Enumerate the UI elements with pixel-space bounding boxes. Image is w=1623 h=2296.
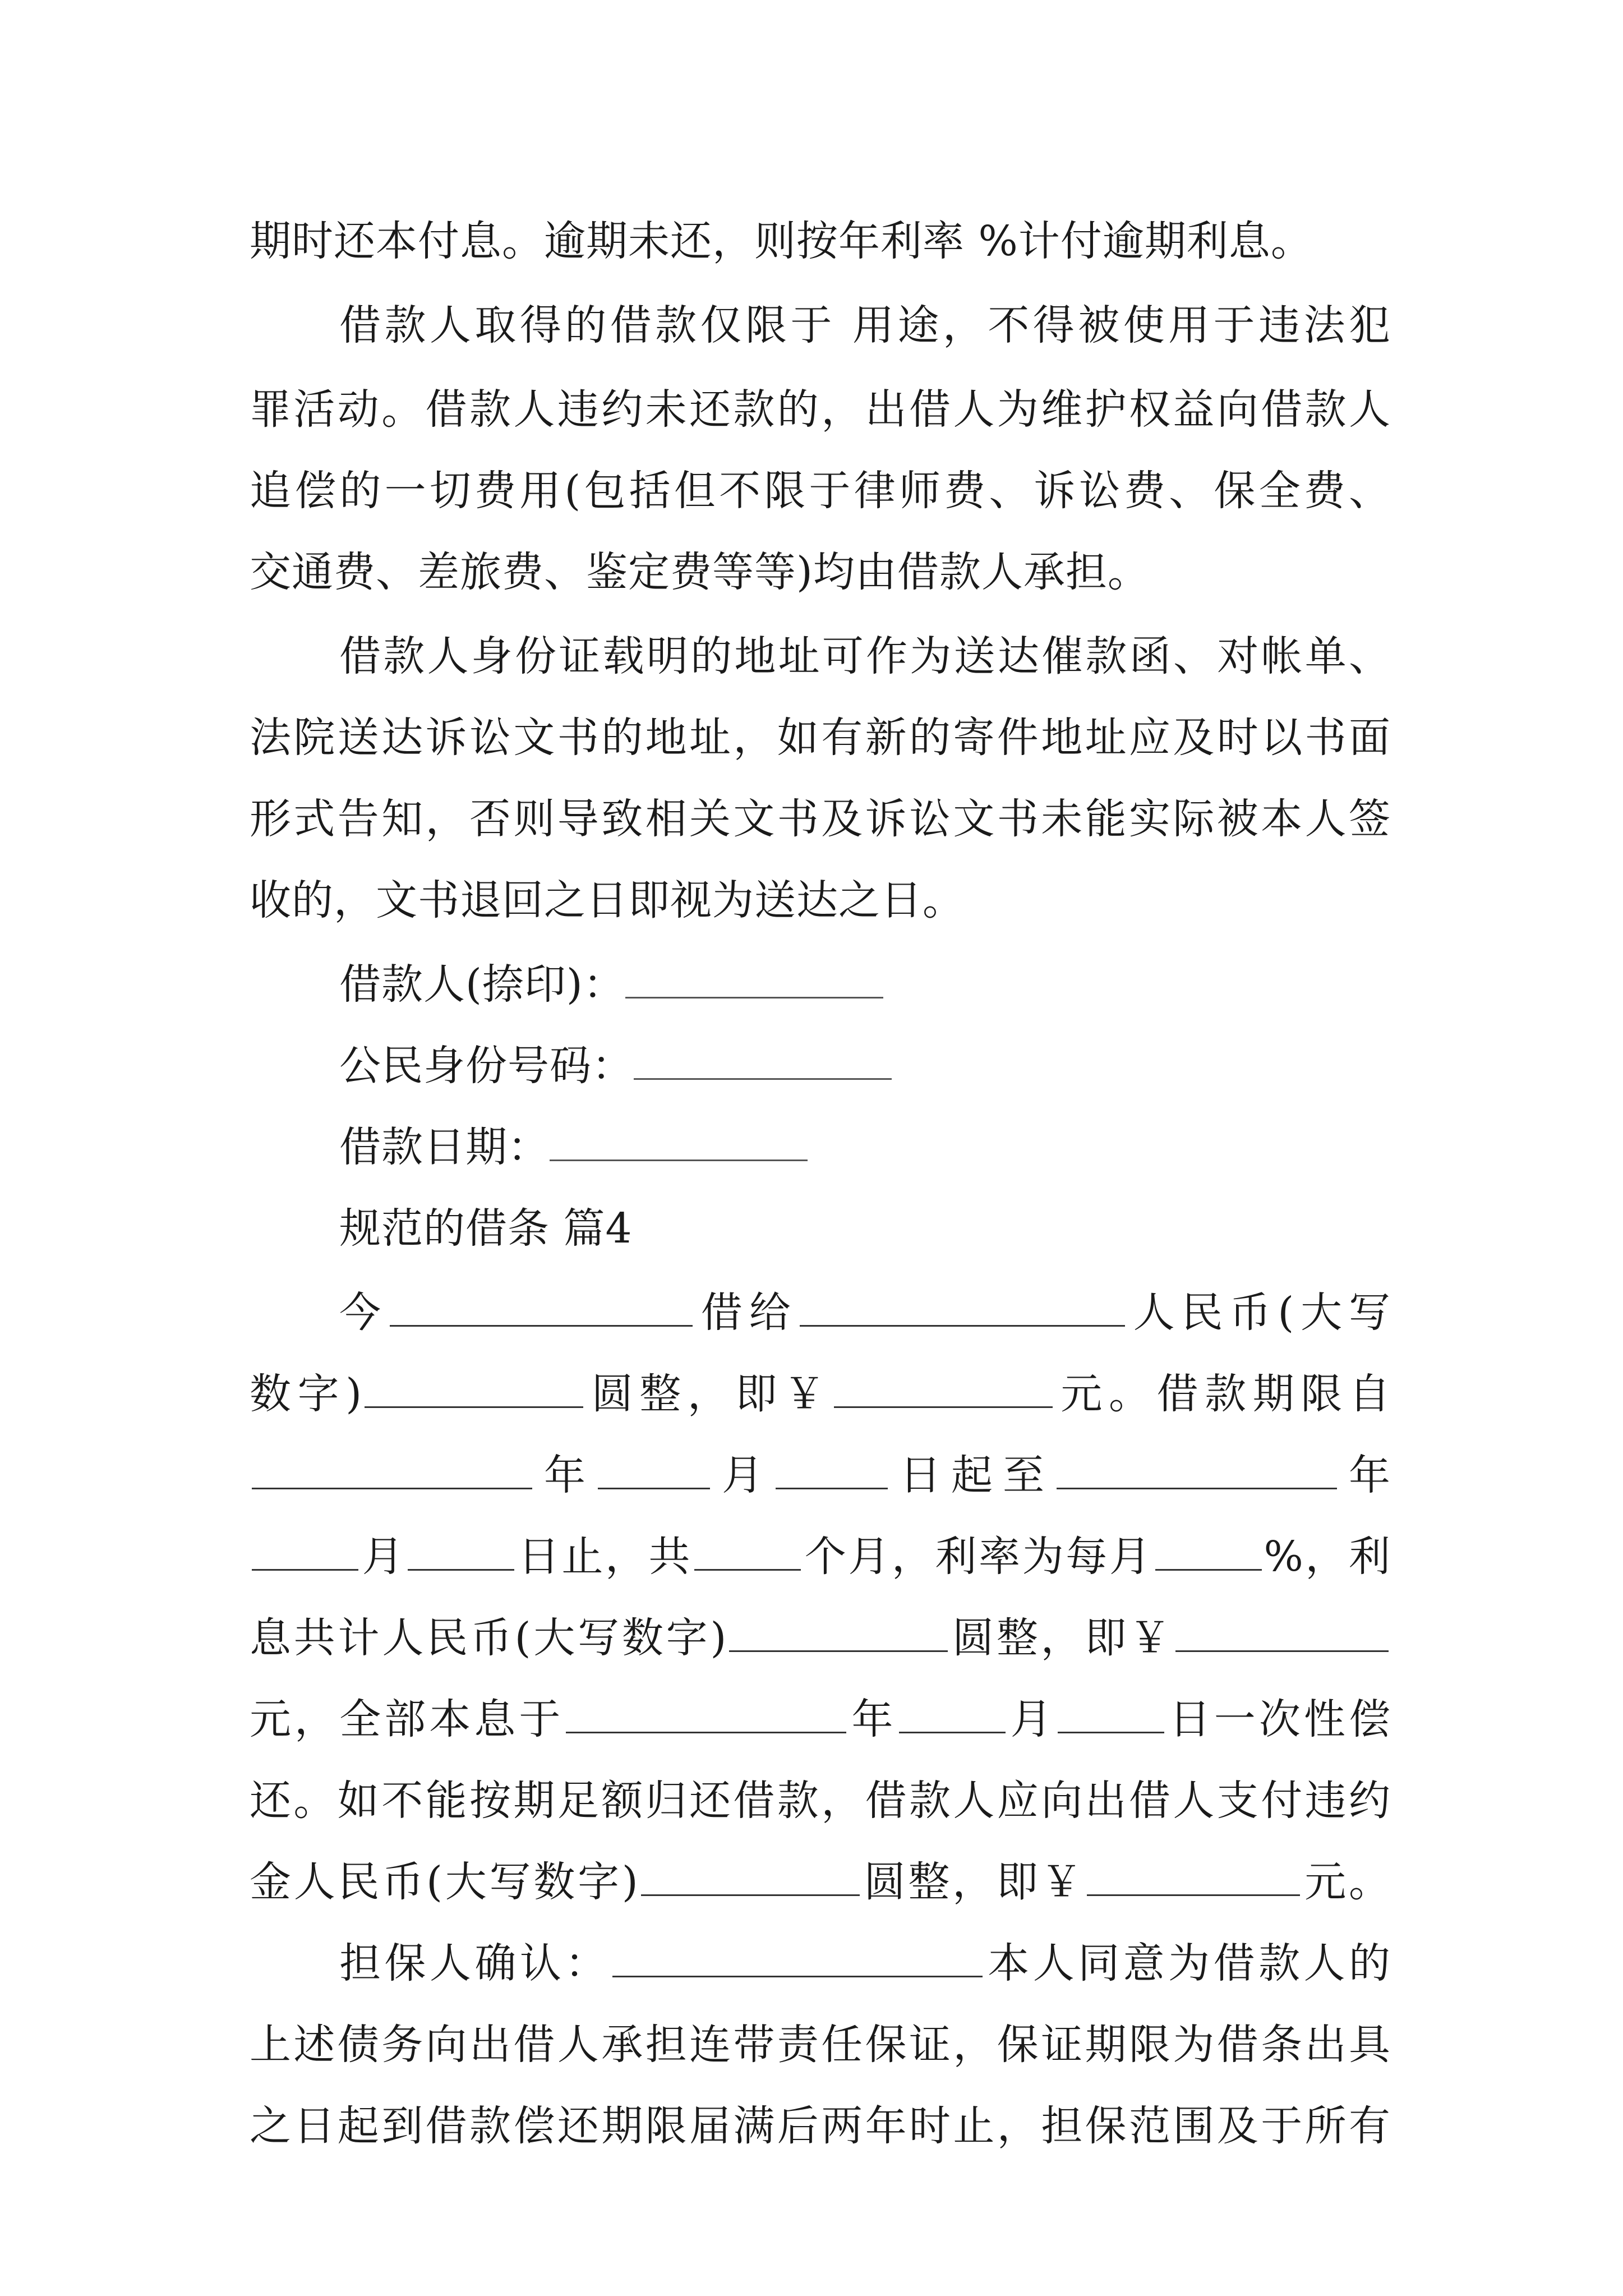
end-month-blank[interactable] — [252, 1568, 358, 1571]
guarantor-signature-blank[interactable] — [612, 1975, 983, 1977]
amount-number-blank[interactable] — [834, 1406, 1053, 1408]
text-line: 之日起到借款偿还期限届满后两年时止，担保范围及于所有 — [250, 2102, 1391, 2150]
text-line: 形式告知，否则导致相关文书及诉讼文书未能实际被本人签 — [250, 795, 1391, 843]
borrower-signature-row — [339, 942, 1391, 1027]
template-line — [250, 1596, 1391, 1680]
text-line: 期时还本付息。逾期未还，则按年利率 %计付逾期利息。 — [250, 217, 1313, 265]
text-fragment: 本人同意为借款人的 — [984, 1939, 1391, 1987]
template-line — [250, 1352, 1391, 1436]
text-fragment: 圆整，即￥ — [585, 1370, 832, 1418]
section-title: 规范的借条 篇4 — [339, 1204, 633, 1253]
lender-name-blank[interactable] — [390, 1324, 693, 1327]
text-line: 借款人身份证载明的地址可作为送达催款函、对帐单、 — [339, 632, 1391, 680]
start-year-blank[interactable] — [252, 1487, 532, 1489]
template-line — [339, 1921, 1391, 2005]
template-line — [250, 1677, 1391, 1761]
text-fragment: 今 — [339, 1289, 388, 1337]
text-fragment: 借给 — [694, 1289, 797, 1337]
loan-date-field[interactable] — [550, 1159, 808, 1161]
text-line: 上述债务向出借人承担连带责任保证，保证期限为借条出具 — [250, 2021, 1391, 2069]
start-month-blank[interactable] — [598, 1487, 710, 1489]
text-fragment: 日起至 — [890, 1451, 1054, 1499]
text-line: 借款人取得的借款仅限于 用途，不得被使用于违法犯 — [339, 301, 1391, 349]
template-line — [250, 1840, 1391, 1924]
loan-date-row — [339, 1105, 1391, 1189]
penalty-number-blank[interactable] — [1087, 1894, 1300, 1896]
text-fragment: 年 — [1339, 1451, 1391, 1499]
repay-year-blank[interactable] — [566, 1731, 846, 1733]
text-fragment: 月 — [1007, 1695, 1055, 1743]
text-fragment: 元，全部本息于 — [250, 1695, 564, 1743]
text-fragment: 息共计人民币(大写数字) — [250, 1614, 727, 1662]
text-fragment: 金人民币(大写数字) — [250, 1858, 639, 1906]
text-line: 交通费、差旅费、鉴定费等等)均由借款人承担。 — [250, 548, 1150, 596]
end-year-blank[interactable] — [1057, 1487, 1337, 1489]
text-fragment: 圆整，即￥ — [950, 1614, 1173, 1662]
text-fragment: 月 — [712, 1451, 773, 1499]
text-fragment: 元。借款期限自 — [1054, 1370, 1391, 1418]
text-line: 还。如不能按期足额归还借款，借款人应向出借人支付违约 — [250, 1777, 1391, 1825]
months-count-blank[interactable] — [694, 1568, 801, 1571]
interest-number-blank[interactable] — [1175, 1650, 1389, 1652]
text-fragment: 日一次性偿 — [1166, 1695, 1391, 1743]
text-fragment: 圆整，即￥ — [861, 1858, 1085, 1906]
template-line — [250, 1515, 1391, 1599]
borrower-name-blank[interactable] — [800, 1324, 1125, 1327]
borrower-signature-label: 借款人(捺印)： — [339, 960, 625, 1009]
id-number-field[interactable] — [634, 1078, 892, 1080]
text-fragment: 人民币(大写 — [1127, 1289, 1391, 1337]
monthly-rate-blank[interactable] — [1155, 1568, 1262, 1571]
text-line: 追偿的一切费用(包括但不限于律师费、诉讼费、保全费、 — [250, 467, 1391, 515]
amount-words-blank[interactable] — [365, 1406, 583, 1408]
text-fragment: 年 — [534, 1451, 596, 1499]
text-line: 法院送达诉讼文书的地址，如有新的寄件地址应及时以书面 — [250, 714, 1391, 762]
text-fragment: %，利 — [1264, 1533, 1391, 1581]
text-fragment: 月 — [361, 1533, 406, 1581]
id-number-row — [339, 1024, 1391, 1108]
text-fragment: 个月，利率为每月 — [803, 1533, 1153, 1581]
id-number-label: 公民身份号码： — [339, 1042, 634, 1090]
text-fragment: 年 — [849, 1695, 897, 1743]
interest-words-blank[interactable] — [729, 1650, 948, 1652]
template-line — [250, 1433, 1391, 1517]
loan-date-label: 借款日期： — [339, 1123, 550, 1171]
penalty-words-blank[interactable] — [641, 1894, 860, 1896]
text-line: 收的，文书退回之日即视为送达之日。 — [250, 876, 965, 924]
repay-month-blank[interactable] — [899, 1731, 1006, 1733]
text-line: 罪活动。借款人违约未还款的，出借人为维护权益向借款人 — [250, 385, 1391, 434]
borrower-signature-field[interactable] — [625, 996, 883, 999]
text-fragment: 担保人确认： — [339, 1939, 610, 1987]
text-fragment: 日止，共 — [517, 1533, 693, 1581]
start-day-blank[interactable] — [776, 1487, 888, 1489]
end-day-blank[interactable] — [408, 1568, 514, 1571]
text-fragment: 数字) — [250, 1370, 363, 1418]
template-line — [339, 1271, 1391, 1355]
text-fragment: 元。 — [1302, 1858, 1391, 1906]
repay-day-blank[interactable] — [1058, 1731, 1164, 1733]
